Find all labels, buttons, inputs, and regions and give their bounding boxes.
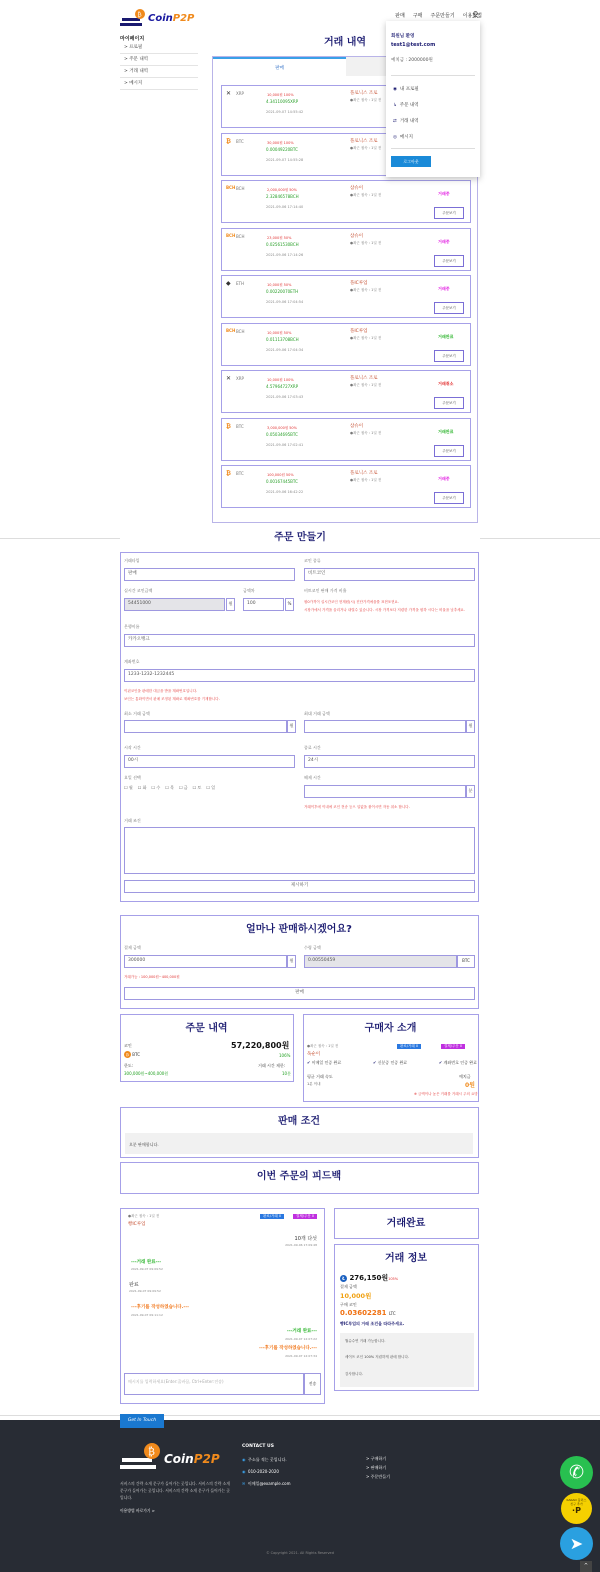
- xrp-icon: ✕: [226, 90, 232, 97]
- nav-create-order[interactable]: 주문만들기: [430, 13, 455, 19]
- trade-price: 10,000원100%: [267, 378, 294, 382]
- conditions-label: 거래 조건: [124, 818, 141, 823]
- trade-type-label: 거래타입: [124, 558, 140, 563]
- price-percent: 105%: [388, 1277, 399, 1281]
- trade-price: 100,000원50%: [267, 473, 294, 477]
- bch-icon: BCH: [226, 185, 236, 190]
- sell-condition-box: [120, 1107, 479, 1158]
- bch-icon: BCH: [226, 327, 236, 333]
- trade-last-seen: ●최근 접속 : 1일 전: [350, 98, 382, 102]
- status-badge: 거래완료: [438, 333, 454, 339]
- trade-last-seen: ●최근 접속 : 1일 전: [350, 383, 382, 387]
- check-icon: ✔ 신분증 인증 완료: [372, 1060, 408, 1065]
- chat-timestamp: 2021-09-07 09:09:52: [131, 1267, 163, 1271]
- buyer-title: 구매자 소개: [364, 1023, 417, 1034]
- day-checkbox[interactable]: ☐ 화: [137, 785, 147, 790]
- pay-amount-input[interactable]: 300000: [124, 955, 287, 968]
- nav-sell[interactable]: 판매: [395, 13, 405, 19]
- sell-button[interactable]: 판매: [124, 987, 475, 1000]
- day-checkbox[interactable]: ☐ 금: [178, 785, 188, 790]
- chat-timestamp: 2021-09-06 17:09:48: [285, 1243, 317, 1247]
- account-input[interactable]: 1233-1232-1232445: [124, 669, 475, 682]
- chat-timestamp: 2021-09-07 09:11:12: [131, 1313, 163, 1317]
- svg-text:₿: ₿: [148, 1447, 155, 1458]
- chat-message: 완료: [129, 1282, 139, 1288]
- order-form-title: 주문 만들기: [274, 532, 326, 543]
- trade-card[interactable]: [221, 228, 471, 271]
- trade-amount: 0.00167445BTC: [266, 479, 298, 484]
- btc-icon: ₿: [226, 422, 231, 430]
- pay-value: 10,000원: [340, 1292, 372, 1300]
- footer-phone: ◉ 010-2020-2020: [242, 1469, 279, 1474]
- mail-icon: ✉: [242, 1481, 246, 1486]
- feedback-title: 이번 주문의 피드백: [256, 1171, 342, 1182]
- limit-label: 한도:: [124, 1063, 134, 1068]
- trade-card[interactable]: [221, 465, 471, 508]
- ratio-note-2: 시장가에서 가격을 올리거나 내릴수 있습니다. 시장 가격보다 저렴한 가격을 원하 시다는 비율을 낮추세요.: [304, 608, 465, 612]
- chat-message: ---후기를 작성하였습니다.---: [131, 1305, 189, 1310]
- day-checkboxes: [124, 785, 215, 791]
- day-checkbox[interactable]: ☐ 일: [206, 785, 216, 790]
- view-order-button[interactable]: 주문보기: [434, 207, 464, 219]
- order-price: 57,220,800원: [231, 1041, 290, 1050]
- deposit-label: 예치금: [459, 1074, 471, 1079]
- ratio-input[interactable]: 100: [243, 598, 284, 611]
- end-time-select[interactable]: 24시: [304, 755, 475, 768]
- trade-last-seen: ●최근 접속 : 1일 전: [350, 193, 382, 197]
- release-time-input[interactable]: [304, 785, 466, 798]
- chat-input[interactable]: 메시지를 입력하세요(Enter:줄바꿈, Ctrl+Enter:전송): [124, 1373, 304, 1395]
- order-detail-box: [120, 1014, 294, 1082]
- trade-price: 30,000원100%: [267, 140, 294, 145]
- sidebar-item-label: 메시지: [129, 81, 143, 86]
- buyer-note: ※ 금액이나 높은 거래를 거래시 주의 요망: [414, 1092, 478, 1096]
- view-order-button[interactable]: 주문보기: [434, 350, 464, 362]
- account-label: 계좌번호: [124, 659, 140, 664]
- tab-sell[interactable]: 판매: [213, 57, 346, 76]
- brand-logo[interactable]: [120, 8, 195, 30]
- coin-name: BTC: [236, 471, 244, 476]
- terms-line: 월슈수연 거래 가능합니다.: [345, 1339, 386, 1343]
- trade-date: 2021-09-06 17:03:43: [266, 395, 304, 399]
- bank-input[interactable]: 카카오뱅크: [124, 634, 475, 647]
- logo-p2p: P2P: [172, 13, 195, 24]
- status-badge: 거래중: [438, 286, 450, 291]
- chat-message: ---거래 완료---: [286, 1329, 317, 1334]
- avg-speed-label: 평균 거래 속도: [307, 1074, 333, 1079]
- coin-name: BTC: [236, 423, 244, 429]
- kakao-label: KAKAO 플러스 친구 추가: [566, 1498, 587, 1506]
- receive-amount-field: 0.00550459: [304, 955, 457, 968]
- view-order-button[interactable]: 주문보기: [434, 492, 464, 504]
- sidebar-item-label: 프로필: [129, 45, 143, 50]
- sidebar-item-profile[interactable]: > 프로필: [120, 42, 198, 54]
- trade-partner: 플IC루업: [350, 328, 368, 334]
- account-note-2: 보인는 통화이면서 판매 조정된 계좌로 계좌번호를 기재합니다.: [124, 697, 220, 701]
- coin-name: XRP: [236, 376, 244, 381]
- won-unit: 원: [287, 955, 296, 968]
- coin-name: XRP: [236, 91, 244, 96]
- telegram-icon: ➤: [569, 1534, 584, 1553]
- trade-info-box: [334, 1244, 479, 1391]
- sell-amount-box: [120, 915, 479, 1009]
- trade-partner: 플로닉스 조로: [350, 376, 378, 381]
- trade-price: 10,000원50%: [267, 283, 292, 287]
- pay-label: 결제 금액: [340, 1284, 357, 1289]
- copyright: © Copyright 2021. All Rights Reserved: [266, 1551, 334, 1555]
- trade-card[interactable]: [221, 180, 471, 223]
- chat-timestamp: 2021-09-07 09:09:52: [129, 1289, 161, 1293]
- sell-box-title: 얼마나 판매하시겠어요?: [246, 924, 352, 935]
- user-icon[interactable]: [472, 11, 479, 20]
- terms-line: 감사합니다.: [345, 1372, 364, 1376]
- trade-type-select[interactable]: 판매: [124, 568, 295, 581]
- sidebar-title: 마이페이지: [120, 36, 145, 42]
- sell-condition-text: 오분 판매합니다.: [125, 1133, 473, 1154]
- won-unit: 원: [287, 720, 296, 733]
- day-checkbox[interactable]: ☐ 수: [151, 785, 161, 790]
- trade-last-seen: ●최근 접속 : 1일 전: [350, 335, 382, 340]
- coin-name: ETH: [236, 281, 244, 286]
- xrp-icon: ✕: [226, 375, 232, 382]
- status-badge: 거래완료: [438, 428, 454, 434]
- phone-icon: ◉: [242, 1469, 246, 1474]
- footer: [0, 1420, 600, 1572]
- bank-label: 은행이름: [124, 624, 140, 629]
- trade-amount: 0.00220070ETH: [266, 289, 299, 294]
- chat-timestamp: 2021-09-07 12:07:22: [285, 1337, 317, 1341]
- trade-complete-box: [334, 1208, 479, 1239]
- release-note: 거래이후에 이내에 코인 전송 등으 일없을 불이시면 자동 취소 합니다.: [304, 805, 410, 809]
- sidebar: [120, 42, 198, 90]
- order-detail-title: 주문 내역: [185, 1023, 228, 1034]
- submit-order-button[interactable]: 제시하기: [124, 880, 475, 893]
- top-nav: [395, 12, 482, 19]
- trade-date: 2021-09-06 17:04:34: [266, 347, 304, 352]
- bch-icon: BCH: [226, 232, 236, 238]
- feedback-box: [120, 1162, 479, 1194]
- trade-price: 10,000원100%: [267, 93, 294, 97]
- trade-last-seen: ●최근 접속 : 1일 전: [350, 145, 382, 150]
- trade-card[interactable]: [221, 370, 471, 413]
- end-time-label: 종료 시간: [304, 745, 321, 750]
- coin-name: BTC: [132, 1052, 141, 1057]
- max-amount-input[interactable]: [304, 720, 466, 733]
- trade-amount: 0.01113708BCH: [266, 336, 299, 342]
- coin-name: BCH: [236, 186, 245, 191]
- buyer-last-seen: ●최근 접속 : 1일 전: [307, 1044, 339, 1048]
- chevron-up-icon: ^: [583, 1563, 589, 1569]
- list-icon: ↳: [393, 103, 397, 108]
- trade-date: 2021-09-06 17:04:54: [266, 300, 304, 304]
- dropdown-item-orders[interactable]: [393, 102, 419, 108]
- day-checkbox[interactable]: ☐ 토: [192, 785, 202, 790]
- status-badge: 거래중: [438, 191, 450, 196]
- phone-call-button[interactable]: [560, 1456, 593, 1489]
- logo-coin: Coin: [164, 1452, 194, 1466]
- logo-icon: [120, 1442, 164, 1476]
- trade-partner: 삼슈이: [350, 423, 364, 429]
- sidebar-item-orders[interactable]: > 주문 내역: [120, 54, 198, 66]
- status-badge: 결제/주문 0: [293, 1214, 317, 1219]
- sidebar-item-label: 주문 내역: [129, 57, 149, 62]
- contact-title: CONTACT US: [242, 1444, 274, 1449]
- chat-message: 10개 다섯: [294, 1236, 317, 1242]
- trade-amount: 4.57964727XRP: [266, 384, 299, 389]
- trade-last-seen: ●최근 접속 : 1일 전: [350, 430, 382, 435]
- conditions-textarea[interactable]: [124, 827, 475, 874]
- btc-unit: BTC: [457, 955, 475, 968]
- svg-text:₿: ₿: [137, 11, 142, 19]
- dropdown-item-profile[interactable]: [393, 86, 419, 92]
- bitcoin-icon: ₿: [124, 1051, 131, 1058]
- won-unit: 원: [466, 720, 475, 733]
- phone-icon: ✆: [568, 1462, 585, 1483]
- start-time-label: 시작 시간: [124, 745, 141, 750]
- chat-timestamp: 2021-09-07 12:07:34: [285, 1354, 317, 1358]
- trade-partner: 플로닉스 조로: [350, 471, 378, 476]
- trade-partner: 삼슈이: [350, 186, 364, 191]
- trade-amount: 0.05034695BTC: [266, 431, 298, 437]
- max-amount-label: 최대 거래 금액: [304, 711, 330, 716]
- footer-link-sell[interactable]: > 판매하기: [366, 1465, 387, 1470]
- buy-coin-value: 0.03602281 LTC: [340, 1309, 396, 1317]
- release-time-label: 해제 시간: [304, 775, 321, 780]
- sidebar-item-label: 거래 내역: [129, 69, 149, 74]
- trade-partner: 삼슈이: [350, 233, 364, 239]
- dropdown-balance: 예치금 : 2000000원: [391, 58, 433, 63]
- won-unit: 원: [226, 598, 235, 611]
- trade-amount: 0.02561530BCH: [266, 241, 299, 247]
- ratio-note: 원0가격이 실시간코인 현재원(시) 진단가격에을를 표현포현요.: [304, 600, 400, 604]
- trade-card[interactable]: [221, 275, 471, 318]
- btc-icon: ₿: [226, 470, 231, 477]
- trade-amount: 2.32846578BCH: [266, 194, 299, 199]
- trade-last-seen: ●최근 접속 : 1일 전: [350, 240, 382, 245]
- trade-date: 2021-09-06 17:14:40: [266, 205, 304, 209]
- footer-email: ✉ 이메일@example.com: [242, 1481, 291, 1486]
- ratio-label-2: 비트코인 판매 가격 비율: [304, 588, 347, 593]
- litecoin-icon: Ł: [340, 1275, 347, 1282]
- chat-last-seen: ●최근 접속 : 1일 전: [128, 1214, 160, 1218]
- chat-icon: ◎: [393, 135, 397, 140]
- minute-unit: 분: [466, 785, 475, 798]
- trade-card[interactable]: [221, 323, 471, 366]
- nav-how-to[interactable]: 이용방법: [462, 13, 482, 19]
- chat-message: ---거래 완료---: [131, 1260, 162, 1265]
- btc-icon: ₿: [226, 137, 231, 145]
- percent-unit: %: [285, 598, 294, 611]
- buyer-name: 독순이: [307, 1052, 321, 1057]
- trade-card[interactable]: [221, 418, 471, 461]
- chat-box: [120, 1208, 325, 1404]
- sidebar-item-trades[interactable]: > 거래 내역: [120, 66, 198, 78]
- chat-partner-name: 빵IC루업: [128, 1222, 146, 1227]
- dropdown-welcome: 회원님 환영: [391, 34, 415, 39]
- status-badge: 거래취소: [438, 381, 454, 386]
- trade-date: 2021-09-06 17:02:41: [266, 442, 304, 447]
- trade-date: 2021-09-07 14:55:28: [266, 157, 304, 162]
- status-badge: 완료/거래 0: [260, 1214, 284, 1219]
- dropdown-email: test1@test.com: [391, 42, 436, 48]
- kakao-icon: ·P: [572, 1506, 581, 1515]
- coin-label: 코인 종류: [304, 558, 321, 563]
- min-amount-label: 최소 거래 금액: [124, 711, 150, 716]
- dropdown-label: 내 프로필: [399, 87, 419, 92]
- trade-info-price: [340, 1273, 398, 1283]
- user-dropdown: [386, 21, 480, 177]
- logo-icon: [120, 8, 148, 30]
- status-badge: 거래중: [438, 238, 450, 244]
- footer-address: ◉ 주소를 적는 곳입니다.: [242, 1457, 287, 1462]
- trade-price: 10,000원50%: [267, 330, 292, 335]
- logout-button[interactable]: 로그아웃: [391, 156, 431, 167]
- status-badge: 결제/주문 0: [441, 1044, 465, 1049]
- account-note: 이핀코인을 판매한 대금을 받을 계좌번호입니다.: [124, 689, 198, 693]
- view-order-button[interactable]: 주문보기: [434, 397, 464, 409]
- status-badge: 거래중: [438, 476, 450, 481]
- trade-info-title: 거래 정보: [384, 1253, 428, 1264]
- dropdown-label: 거래 내역: [399, 119, 419, 124]
- coin-select[interactable]: 비트코인: [304, 568, 475, 581]
- check-icon: ✔ 계좌번호 인증 완료: [438, 1060, 477, 1065]
- dropdown-item-trades[interactable]: [393, 118, 419, 124]
- pay-label: 결제 금액: [124, 945, 141, 950]
- trade-date: 2021-09-06 16:42:22: [266, 490, 304, 494]
- terms-link[interactable]: 이용방법 바로가기 >: [120, 1508, 155, 1513]
- order-percent: 106%: [279, 1053, 291, 1058]
- trade-price: 2,000,000원50%: [267, 188, 297, 192]
- telegram-button[interactable]: [560, 1527, 593, 1560]
- sidebar-item-messages[interactable]: > 메시지: [120, 78, 198, 90]
- day-checkbox[interactable]: ☐ 월: [124, 785, 133, 790]
- kakao-plus-button[interactable]: [561, 1493, 592, 1524]
- trade-last-seen: ●최근 접속 : 1일 전: [350, 288, 382, 292]
- coin-row: [124, 1051, 140, 1058]
- verification-list: [307, 1060, 477, 1066]
- terms-line: 세이프 코인 100% 저렴하게 판매 합니다.: [345, 1355, 410, 1359]
- trade-notice: 빵IC루업의 거래 조건을 따라주세요.: [340, 1321, 405, 1326]
- view-order-button[interactable]: 주문보기: [434, 255, 464, 267]
- live-price-field: 54451000: [124, 598, 225, 611]
- exchange-icon: ⇄: [393, 119, 397, 124]
- time-limit-value: 10분: [282, 1071, 291, 1076]
- status-badge: 완료/거래 0: [397, 1044, 421, 1049]
- limit-value: 300,000원~400,000원: [124, 1071, 169, 1076]
- trade-amount: 4.34110095XRP: [266, 99, 299, 104]
- trade-price: 23,000원50%: [267, 235, 292, 240]
- chat-message: ---후기를 작성하였습니다.---: [259, 1346, 317, 1351]
- trade-complete-title: 거래완료: [386, 1218, 426, 1229]
- logo-coin: Coin: [148, 13, 173, 24]
- ratio-label: 금액차: [243, 588, 255, 593]
- dropdown-item-messages[interactable]: [393, 134, 413, 140]
- coin-label: 코인: [124, 1043, 132, 1048]
- trade-date: 2021-09-06 17:14:26: [266, 252, 304, 257]
- get-in-touch-badge: Get In Touch: [120, 1414, 164, 1428]
- trade-amount: 0.00049220BTC: [266, 146, 298, 152]
- trade-partner: 플로닉스 조로: [350, 91, 378, 96]
- trade-last-seen: ●최근 접속 : 1일 전: [350, 478, 382, 482]
- logo-p2p: P2P: [193, 1452, 220, 1466]
- nav-buy[interactable]: 구매: [412, 13, 423, 19]
- day-select-label: 요일 선택: [124, 775, 141, 780]
- eth-icon: ◆: [226, 280, 231, 287]
- user-icon: ◉: [393, 87, 397, 92]
- receive-label: 수령 금액: [304, 945, 321, 950]
- time-limit-label: 거래 시간 제한:: [258, 1063, 286, 1068]
- start-time-select[interactable]: 00시: [124, 755, 295, 768]
- coin-name: BTC: [236, 138, 244, 144]
- dropdown-label: 메시지: [399, 135, 413, 140]
- buy-coin-label: 구매 코인: [340, 1302, 357, 1307]
- trade-terms: [340, 1333, 474, 1387]
- check-icon: ✔ 이메일 인증 완료: [307, 1060, 342, 1065]
- buyer-box: [303, 1014, 479, 1102]
- trade-date: 2021-09-07 14:55:42: [266, 110, 304, 114]
- coin-name: BCH: [236, 328, 245, 334]
- range-note: 거래가능 : 100,000원~400,000원: [124, 975, 180, 979]
- day-checkbox[interactable]: ☐ 목: [165, 785, 174, 790]
- price-value: 276,150원: [349, 1274, 389, 1282]
- min-amount-input[interactable]: [124, 720, 287, 733]
- scroll-top-button[interactable]: [580, 1561, 592, 1572]
- avg-speed-value: 1분 이내: [307, 1082, 321, 1086]
- sell-condition-title: 판매 조건: [277, 1116, 321, 1127]
- order-form: [120, 552, 479, 902]
- location-icon: ◉: [242, 1457, 246, 1462]
- dropdown-label: 주문 내역: [399, 103, 419, 108]
- footer-description: 서비스의 간략 소개 문구가 들어가는 곳입니다. 서비스의 간략 소개 문구가 들어가는 곳입니다. 서비스의 간략 소개 문구가 들어가는 곳입니다.: [120, 1481, 230, 1500]
- trade-price: 3,000,000원50%: [267, 425, 297, 430]
- deposit-value: 0원: [465, 1082, 475, 1089]
- footer-link-create-order[interactable]: > 주문만들기: [366, 1474, 390, 1479]
- trade-partner: 플로닉스 조로: [350, 138, 378, 144]
- send-button[interactable]: 전송: [304, 1373, 321, 1395]
- coin-name: BCH: [236, 233, 245, 239]
- trade-partner: 플IC루업: [350, 281, 368, 286]
- footer-logo: [120, 1442, 220, 1476]
- footer-link-buy[interactable]: > 구매하기: [366, 1456, 387, 1461]
- view-order-button[interactable]: 주문보기: [434, 445, 464, 457]
- page-title: 거래 내역: [323, 37, 367, 48]
- live-price-label: 실시간 코인금액: [124, 588, 153, 593]
- view-order-button[interactable]: 주문보기: [434, 302, 464, 314]
